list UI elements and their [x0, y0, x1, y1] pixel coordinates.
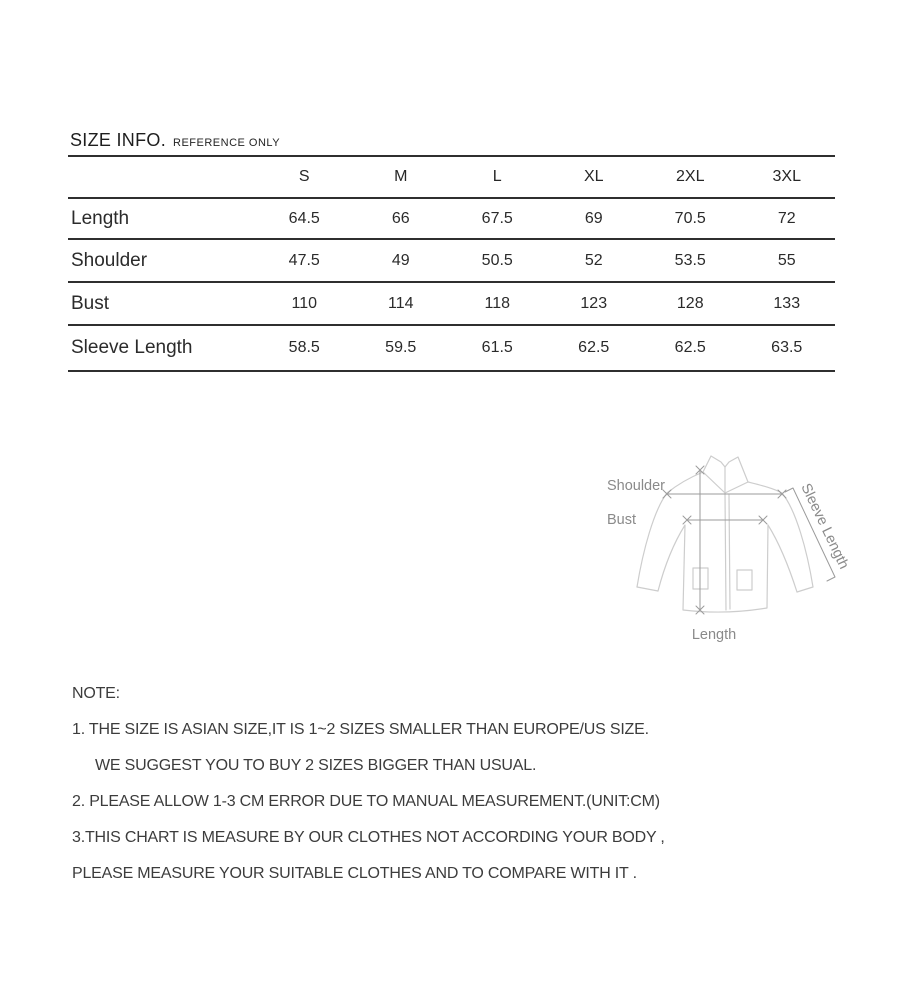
diagram-shoulder-label: Shoulder: [606, 478, 665, 494]
size-value: 70.5: [674, 209, 706, 227]
size-value: 49: [391, 251, 410, 269]
size-value: 114: [387, 294, 414, 312]
diagram-sleeve-length-label: Sleeve Length: [797, 481, 852, 572]
measurement-label: Sleeve Length: [71, 337, 193, 358]
note-line-3: 2. PLEASE ALLOW 1-3 CM ERROR DUE TO MANUAL MEASUREMENT.(UNIT:CM): [72, 793, 660, 810]
table-row-bust: [68, 282, 835, 325]
size-value: 110: [291, 294, 317, 312]
size-table: [68, 155, 835, 372]
size-column-header: 3XL: [772, 168, 801, 185]
page-title: SIZE INFO.: [70, 130, 167, 150]
size-table-header-row: [68, 156, 835, 198]
measurement-label: Shoulder: [71, 249, 148, 271]
note-heading: NOTE:: [72, 685, 120, 702]
size-value: 123: [580, 294, 608, 312]
note-line-5: PLEASE MEASURE YOUR SUITABLE CLOTHES AND TO COMPARE WITH IT .: [72, 865, 637, 882]
size-value: 59.5: [385, 339, 417, 356]
measurement-label: Length: [71, 207, 130, 229]
size-value: 67.5: [481, 209, 513, 227]
note-line-1: 1. THE SIZE IS ASIAN SIZE,IT IS 1~2 SIZES SMALLER THAN EUROPE/US SIZE.: [72, 721, 649, 738]
size-value: 47.5: [288, 251, 320, 269]
size-value: 128: [676, 294, 704, 312]
table-row-shoulder: [68, 239, 835, 282]
size-value: 50.5: [481, 251, 513, 269]
size-column-header: M: [394, 168, 408, 185]
diagram-bust-label: Bust: [607, 512, 637, 528]
note-line-4: 3.THIS CHART IS MEASURE BY OUR CLOTHES NOT ACCORDING YOUR BODY ,: [72, 829, 665, 846]
page-subtitle: REFERENCE ONLY: [173, 137, 281, 149]
size-value: 63.5: [771, 339, 803, 356]
note-section: [72, 676, 852, 892]
size-value: 53.5: [674, 251, 706, 269]
size-value: 72: [777, 209, 796, 227]
size-value: 62.5: [674, 339, 706, 356]
measurement-label: Bust: [71, 292, 110, 314]
table-row-sleeve-length: [68, 325, 835, 371]
table-row-length: [68, 198, 835, 239]
size-value: 64.5: [288, 209, 320, 227]
size-value: 61.5: [481, 339, 513, 356]
size-value: 118: [484, 294, 510, 312]
page-title-row: [70, 130, 280, 151]
size-value: 55: [777, 251, 796, 269]
diagram-length-label: Length: [691, 627, 737, 643]
size-value: 52: [584, 251, 603, 269]
note-line-2: WE SUGGEST YOU TO BUY 2 SIZES BIGGER THAN USUAL.: [95, 757, 537, 774]
size-column-header: XL: [583, 168, 604, 185]
size-value: 62.5: [578, 339, 610, 356]
size-column-header: L: [492, 168, 502, 185]
size-value: 133: [773, 294, 801, 312]
size-column-header: S: [298, 168, 310, 185]
size-value: 69: [584, 209, 603, 227]
size-table-corner-cell: [68, 156, 256, 198]
size-column-header: 2XL: [676, 168, 705, 185]
garment-measurement-diagram: [580, 440, 900, 660]
size-value: 66: [391, 209, 410, 227]
size-value: 58.5: [288, 339, 320, 356]
